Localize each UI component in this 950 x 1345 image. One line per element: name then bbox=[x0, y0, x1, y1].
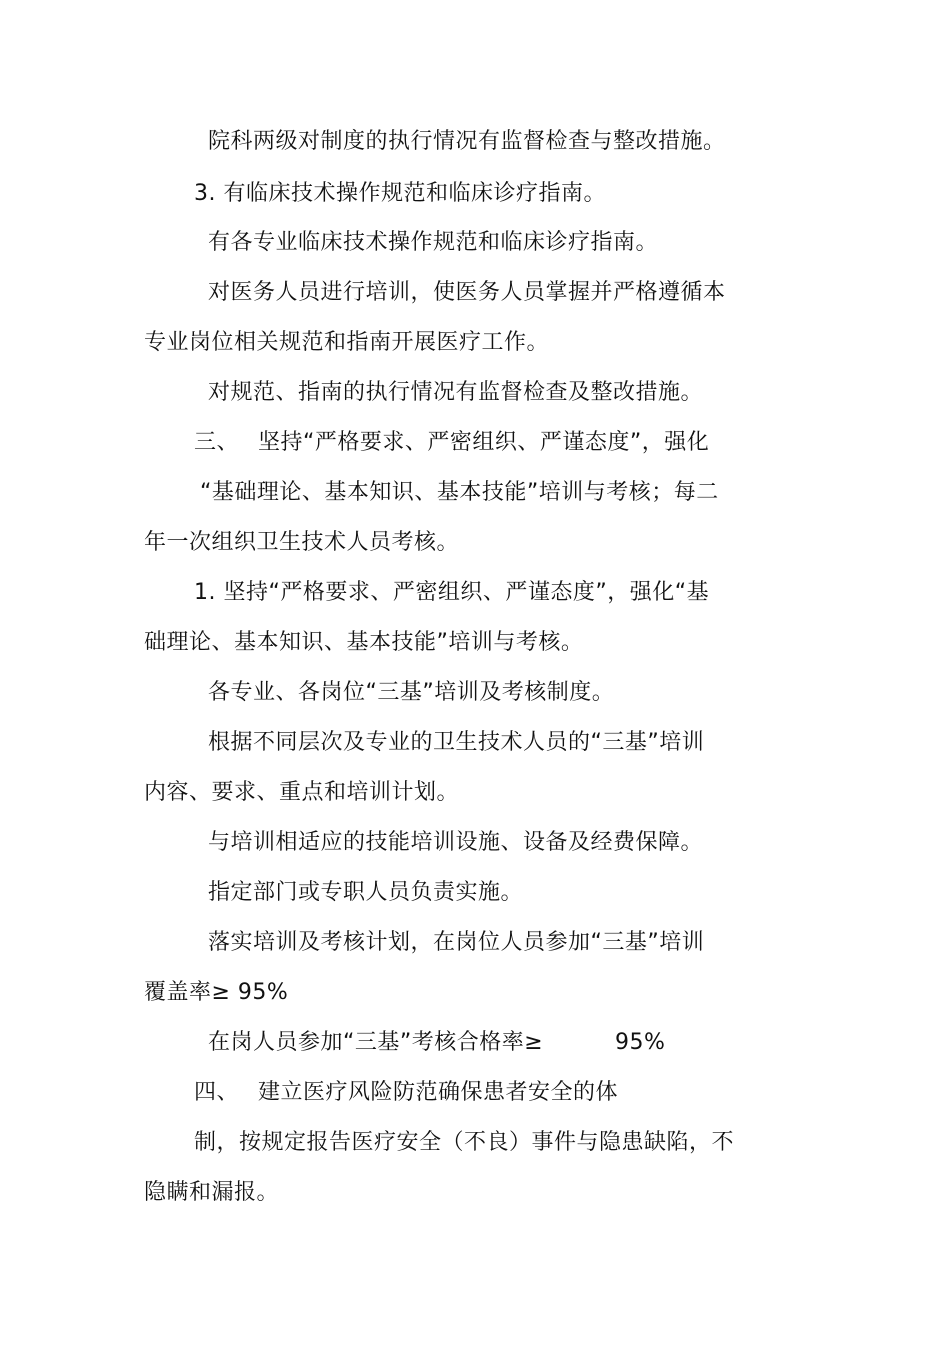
paragraph-line: 对医务人员进行培训，使医务人员掌握并严格遵循本 bbox=[208, 280, 726, 305]
paragraph-line: 与培训相适应的技能培训设施、设备及经费保障。 bbox=[208, 830, 704, 855]
paragraph-line: 有各专业临床技术操作规范和临床诊疗指南。 bbox=[208, 230, 659, 255]
pass-rate-value: 95% bbox=[615, 1030, 666, 1055]
paragraph-line: 对规范、指南的执行情况有监督检查及整改措施。 bbox=[208, 380, 704, 405]
section-number-four: 四、 bbox=[194, 1080, 240, 1105]
paragraph-line: 年一次组织卫生技术人员考核。 bbox=[144, 530, 460, 555]
paragraph-line: 在岗人员参加“三基”考核合格率≥ bbox=[208, 1030, 544, 1055]
section-heading-three: 坚持“严格要求、严密组织、严谨态度”，强化 bbox=[258, 430, 710, 455]
paragraph-line: 隐瞒和漏报。 bbox=[144, 1180, 280, 1205]
paragraph-line: 制，按规定报告医疗安全（不良）事件与隐患缺陷，不 bbox=[194, 1130, 735, 1155]
paragraph-line: “基础理论、基本知识、基本技能”培训与考核；每二 bbox=[200, 480, 719, 505]
paragraph-line: 各专业、各岗位“三基”培训及考核制度。 bbox=[208, 680, 615, 705]
paragraph-line: 落实培训及考核计划，在岗位人员参加“三基”培训 bbox=[208, 930, 705, 955]
section-number-three: 三、 bbox=[194, 430, 240, 455]
paragraph-line: 专业岗位相关规范和指南开展医疗工作。 bbox=[144, 330, 550, 355]
paragraph-line: 内容、要求、重点和培训计划。 bbox=[144, 780, 460, 805]
list-item-1-heading: 1. 坚持“严格要求、严密组织、严谨态度”，强化“基 bbox=[194, 580, 710, 605]
paragraph-line: 覆盖率≥ 95% bbox=[144, 980, 289, 1005]
paragraph-line: 院科两级对制度的执行情况有监督检查与整改措施。 bbox=[208, 129, 726, 154]
paragraph-line: 础理论、基本知识、基本技能”培训与考核。 bbox=[144, 630, 584, 655]
list-item-3-heading: 3. 有临床技术操作规范和临床诊疗指南。 bbox=[194, 181, 606, 206]
section-heading-four: 建立医疗风险防范确保患者安全的体 bbox=[258, 1080, 619, 1105]
paragraph-line: 指定部门或专职人员负责实施。 bbox=[208, 880, 524, 905]
paragraph-line: 根据不同层次及专业的卫生技术人员的“三基”培训 bbox=[208, 730, 705, 755]
